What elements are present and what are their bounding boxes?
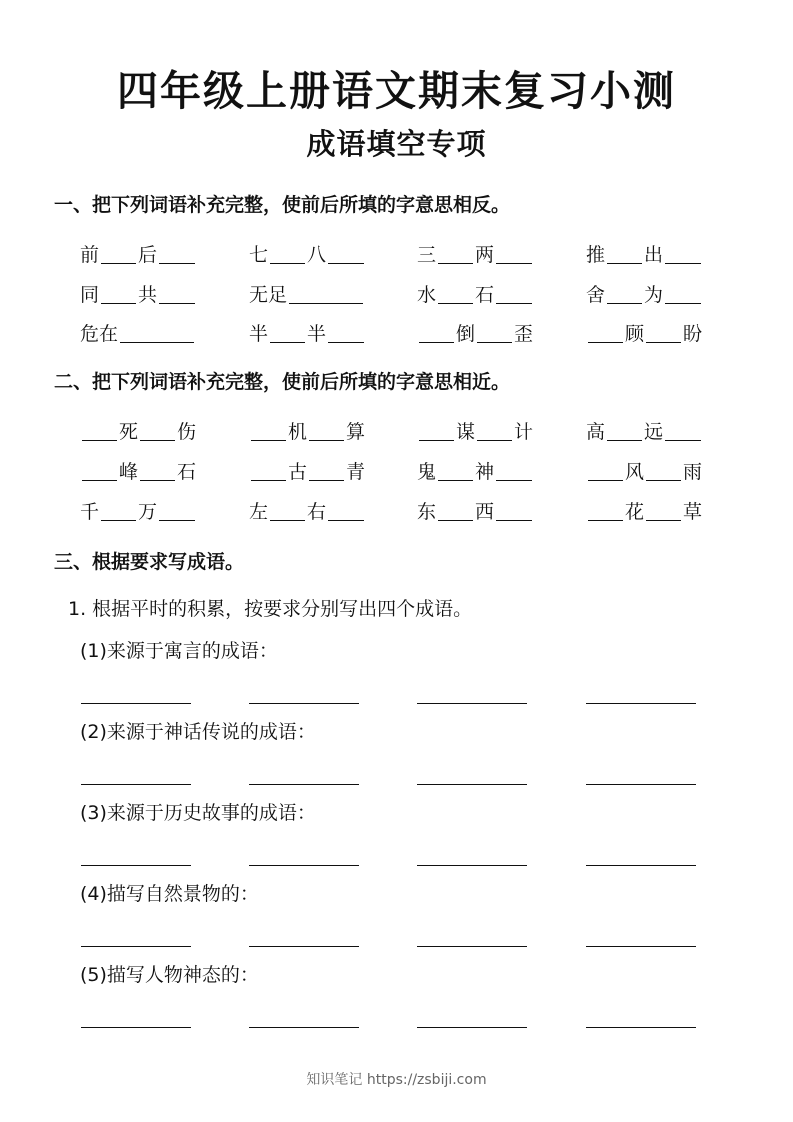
fill-blank[interactable] bbox=[496, 500, 532, 521]
fill-blank[interactable] bbox=[646, 322, 681, 343]
fill-blank[interactable] bbox=[270, 500, 305, 521]
fill-blank[interactable] bbox=[665, 243, 701, 264]
given-character: 盼 bbox=[683, 323, 703, 345]
fill-blank[interactable] bbox=[438, 283, 473, 304]
idiom-item bbox=[80, 317, 196, 351]
answer-line[interactable] bbox=[417, 784, 527, 785]
answer-line[interactable] bbox=[81, 703, 191, 704]
given-character: 计 bbox=[514, 421, 534, 443]
page-title: 四年级上册语文期末复习小测 bbox=[117, 67, 676, 115]
idiom-item bbox=[80, 278, 197, 312]
fill-blank[interactable] bbox=[477, 420, 512, 441]
given-character: 花 bbox=[625, 501, 645, 523]
answer-line[interactable] bbox=[417, 703, 527, 704]
fill-blank[interactable] bbox=[159, 283, 195, 304]
fill-blank[interactable] bbox=[289, 283, 363, 304]
given-character: 八 bbox=[307, 244, 327, 266]
given-character: 万 bbox=[138, 501, 158, 523]
idiom-item bbox=[249, 495, 366, 529]
given-character: 两 bbox=[475, 244, 495, 266]
answer-line[interactable] bbox=[81, 784, 191, 785]
answer-line[interactable] bbox=[81, 865, 191, 866]
item-prompt: (2)来源于神话传说的成语： bbox=[80, 721, 316, 743]
given-character: 东 bbox=[417, 501, 437, 523]
given-character: 后 bbox=[138, 244, 158, 266]
fill-blank[interactable] bbox=[140, 460, 175, 481]
fill-blank[interactable] bbox=[120, 322, 194, 343]
section-3-heading: 三、根据要求写成语。 bbox=[54, 551, 245, 573]
idiom-item bbox=[249, 317, 366, 351]
given-character: 鬼 bbox=[417, 461, 437, 483]
fill-blank[interactable] bbox=[438, 460, 473, 481]
fill-blank[interactable] bbox=[82, 420, 117, 441]
given-character: 谋 bbox=[456, 421, 476, 443]
fill-blank[interactable] bbox=[496, 243, 532, 264]
answer-line[interactable] bbox=[586, 703, 696, 704]
fill-blank[interactable] bbox=[496, 460, 532, 481]
given-character: 风 bbox=[625, 461, 645, 483]
question-1-prompt: 1. 根据平时的积累，按要求分别写出四个成语。 bbox=[68, 598, 473, 620]
idiom-item bbox=[249, 415, 365, 449]
idiom-item bbox=[417, 455, 534, 489]
idiom-item bbox=[249, 238, 366, 272]
fill-blank[interactable] bbox=[438, 243, 473, 264]
given-character: 雨 bbox=[683, 461, 703, 483]
given-character: 舍 bbox=[586, 284, 606, 306]
idiom-item bbox=[417, 278, 534, 312]
given-character: 青 bbox=[346, 461, 366, 483]
given-character: 死 bbox=[119, 421, 139, 443]
answer-line[interactable] bbox=[586, 865, 696, 866]
idiom-item bbox=[586, 495, 702, 529]
idiom-item bbox=[249, 278, 365, 312]
given-character: 左 bbox=[249, 501, 269, 523]
fill-blank[interactable] bbox=[438, 500, 473, 521]
given-character: 远 bbox=[644, 421, 664, 443]
exercise-row bbox=[0, 455, 793, 489]
idiom-item bbox=[80, 415, 196, 449]
given-character: 半 bbox=[307, 323, 327, 345]
fill-blank[interactable] bbox=[588, 500, 623, 521]
item-prompt: (4)描写自然景物的： bbox=[80, 883, 259, 905]
answer-line[interactable] bbox=[81, 1027, 191, 1028]
answer-line[interactable] bbox=[249, 946, 359, 947]
fill-blank[interactable] bbox=[328, 500, 364, 521]
fill-blank[interactable] bbox=[270, 243, 305, 264]
given-character: 水 bbox=[417, 284, 437, 306]
fill-blank[interactable] bbox=[101, 243, 136, 264]
given-character: 三 bbox=[417, 244, 437, 266]
fill-blank[interactable] bbox=[665, 283, 701, 304]
answer-line[interactable] bbox=[586, 784, 696, 785]
given-character: 为 bbox=[644, 284, 664, 306]
given-character: 西 bbox=[475, 501, 495, 523]
given-character: 神 bbox=[475, 461, 495, 483]
fill-blank[interactable] bbox=[477, 322, 512, 343]
fill-blank[interactable] bbox=[419, 420, 454, 441]
given-character: 算 bbox=[346, 421, 366, 443]
given-character: 高 bbox=[586, 421, 606, 443]
answer-line[interactable] bbox=[417, 1027, 527, 1028]
fill-blank[interactable] bbox=[588, 460, 623, 481]
fill-blank[interactable] bbox=[607, 283, 642, 304]
fill-blank[interactable] bbox=[665, 420, 701, 441]
idiom-item bbox=[80, 455, 196, 489]
given-character: 出 bbox=[644, 244, 664, 266]
idiom-item bbox=[80, 495, 197, 529]
idiom-item bbox=[417, 415, 533, 449]
idiom-item bbox=[249, 455, 365, 489]
fill-blank[interactable] bbox=[140, 420, 175, 441]
fill-blank[interactable] bbox=[309, 460, 344, 481]
exercise-row bbox=[0, 495, 793, 529]
idiom-item bbox=[586, 278, 703, 312]
given-character: 歪 bbox=[514, 323, 534, 345]
fill-blank[interactable] bbox=[419, 322, 454, 343]
fill-blank[interactable] bbox=[251, 460, 286, 481]
exercise-row bbox=[0, 415, 793, 449]
answer-line[interactable] bbox=[249, 865, 359, 866]
given-character: 机 bbox=[288, 421, 308, 443]
item-prompt: (3)来源于历史故事的成语： bbox=[80, 802, 316, 824]
given-character: 千 bbox=[80, 501, 100, 523]
fill-blank[interactable] bbox=[82, 460, 117, 481]
given-character: 顾 bbox=[625, 323, 645, 345]
given-character: 倒 bbox=[456, 323, 476, 345]
given-character: 草 bbox=[683, 501, 703, 523]
fill-blank[interactable] bbox=[159, 243, 195, 264]
fill-blank[interactable] bbox=[496, 283, 532, 304]
fill-blank[interactable] bbox=[309, 420, 344, 441]
idiom-item bbox=[417, 317, 533, 351]
idiom-item bbox=[586, 238, 703, 272]
fill-blank[interactable] bbox=[270, 322, 305, 343]
given-character: 石 bbox=[475, 284, 495, 306]
given-character: 同 bbox=[80, 284, 100, 306]
fill-blank[interactable] bbox=[101, 500, 136, 521]
given-character: 半 bbox=[249, 323, 269, 345]
answer-line[interactable] bbox=[81, 946, 191, 947]
given-character: 推 bbox=[586, 244, 606, 266]
exercise-row bbox=[0, 278, 793, 312]
given-character: 石 bbox=[177, 461, 197, 483]
given-character: 伤 bbox=[177, 421, 197, 443]
answer-line[interactable] bbox=[249, 703, 359, 704]
idiom-item bbox=[586, 415, 703, 449]
given-character: 前 bbox=[80, 244, 100, 266]
idiom-item bbox=[80, 238, 197, 272]
item-prompt: (5)描写人物神态的： bbox=[80, 964, 259, 986]
fill-blank[interactable] bbox=[251, 420, 286, 441]
item-prompt: (1)来源于寓言的成语： bbox=[80, 640, 278, 662]
given-character: 共 bbox=[138, 284, 158, 306]
idiom-item bbox=[417, 238, 534, 272]
answer-line[interactable] bbox=[417, 865, 527, 866]
fill-blank[interactable] bbox=[328, 322, 364, 343]
section-1-heading: 一、把下列词语补充完整，使前后所填的字意思相反。 bbox=[54, 194, 511, 216]
fill-blank[interactable] bbox=[588, 322, 623, 343]
given-character: 危在 bbox=[80, 323, 119, 345]
answer-line[interactable] bbox=[249, 784, 359, 785]
given-character: 七 bbox=[249, 244, 269, 266]
fill-blank[interactable] bbox=[159, 500, 195, 521]
given-character: 无足 bbox=[249, 284, 288, 306]
answer-line[interactable] bbox=[417, 946, 527, 947]
exercise-row bbox=[0, 238, 793, 272]
given-character: 峰 bbox=[119, 461, 139, 483]
fill-blank[interactable] bbox=[607, 420, 642, 441]
answer-line[interactable] bbox=[586, 946, 696, 947]
exercise-row bbox=[0, 317, 793, 351]
answer-line[interactable] bbox=[586, 1027, 696, 1028]
given-character: 古 bbox=[288, 461, 308, 483]
answer-line[interactable] bbox=[249, 1027, 359, 1028]
fill-blank[interactable] bbox=[646, 500, 681, 521]
idiom-item bbox=[586, 317, 702, 351]
fill-blank[interactable] bbox=[646, 460, 681, 481]
page-subtitle: 成语填空专项 bbox=[306, 127, 487, 161]
idiom-item bbox=[586, 455, 702, 489]
fill-blank[interactable] bbox=[607, 243, 642, 264]
section-2-heading: 二、把下列词语补充完整，使前后所填的字意思相近。 bbox=[54, 371, 511, 393]
idiom-item bbox=[417, 495, 534, 529]
given-character: 右 bbox=[307, 501, 327, 523]
fill-blank[interactable] bbox=[101, 283, 136, 304]
fill-blank[interactable] bbox=[328, 243, 364, 264]
footer-watermark: 知识笔记 https://zsbiji.com bbox=[306, 1072, 487, 1088]
